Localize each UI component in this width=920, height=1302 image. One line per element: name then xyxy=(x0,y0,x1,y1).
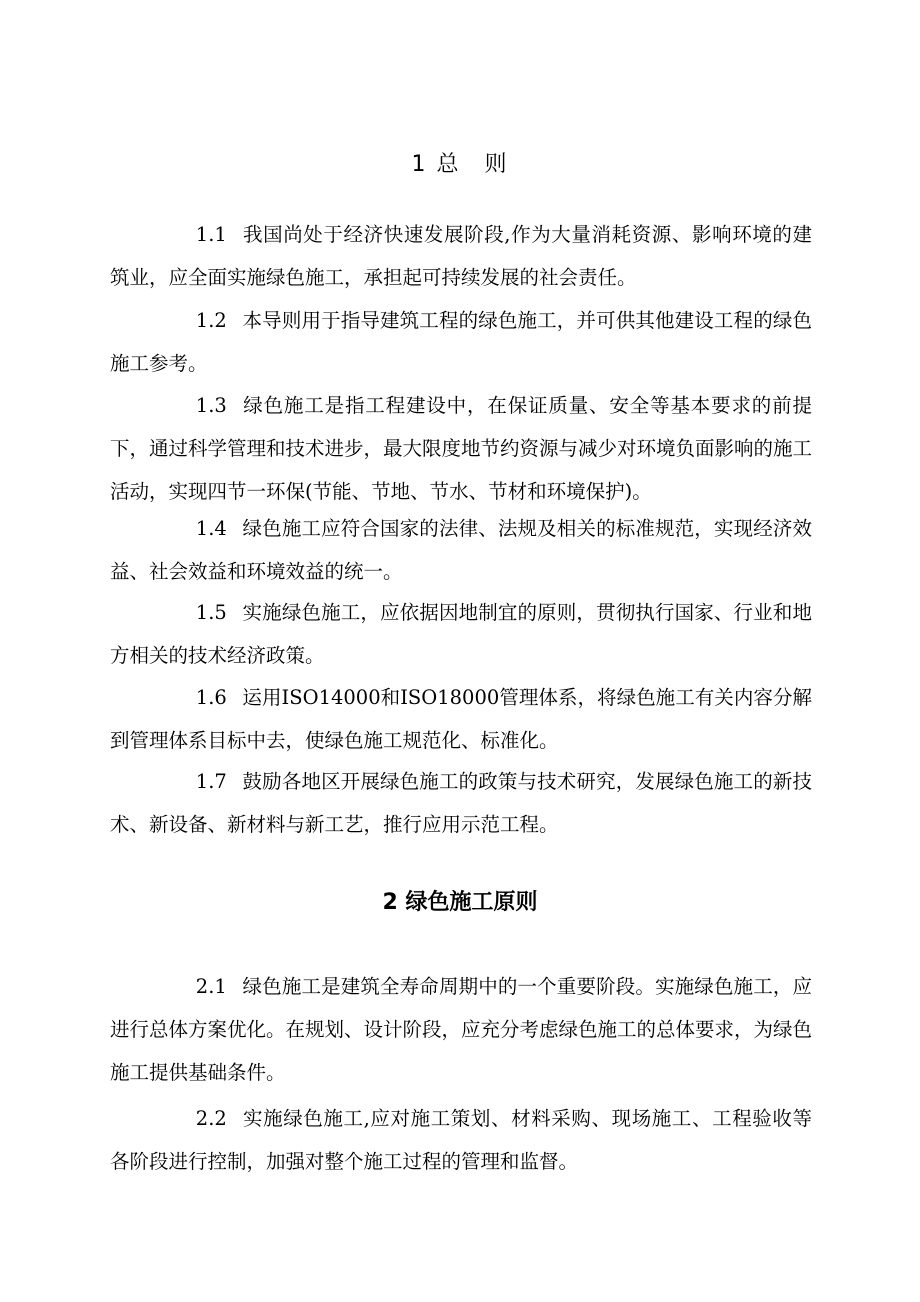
clause-number: 2.1 xyxy=(195,975,227,998)
clause-number: 1.4 xyxy=(195,517,227,540)
clause-number: 1.2 xyxy=(195,309,227,332)
clause-1-1 xyxy=(110,213,812,299)
clause-text: 本导则用于指导建筑工程的绿色施工，并可供其他建设工程的绿色施工参考。 xyxy=(110,309,812,375)
clause-number: 1.6 xyxy=(195,686,227,709)
clause-number: 1.1 xyxy=(195,223,227,246)
clause-2-1 xyxy=(110,965,812,1094)
clause-text: 实施绿色施工，应依据因地制宜的原则，贯彻执行国家、行业和地方相关的技术经济政策。 xyxy=(110,601,812,667)
clause-number: 1.3 xyxy=(195,394,227,417)
clause-number: 1.5 xyxy=(195,601,227,624)
clause-1-6 xyxy=(110,676,812,762)
clause-text: 绿色施工应符合国家的法律、法规及相关的标准规范，实现经济效益、社会效益和环境效益的统一。 xyxy=(110,517,812,583)
clause-1-4 xyxy=(110,507,812,593)
clause-text: 实施绿色施工,应对施工策划、材料采购、现场施工、工程验收等各阶段进行控制，加强对整个施工过程的管理和监督。 xyxy=(110,1107,812,1173)
clause-text: 绿色施工是指工程建设中，在保证质量、安全等基本要求的前提下，通过科学管理和技术进步，最大限度地节约资源与减少对环境负面影响的施工活动，实现四节一环保(节能、节地、节水、节材和环境保护)。 xyxy=(110,394,813,503)
clause-1-7 xyxy=(110,760,812,846)
section-1-title: 1 总 则 xyxy=(411,152,509,177)
clause-1-2 xyxy=(110,299,812,385)
clause-1-3 xyxy=(110,384,812,513)
clause-text: 鼓励各地区开展绿色施工的政策与技术研究，发展绿色施工的新技术、新设备、新材料与新工艺，推行应用示范工程。 xyxy=(110,770,812,836)
clause-text: 运用ISO14000和ISO18000管理体系，将绿色施工有关内容分解到管理体系目标中去，使绿色施工规范化、标准化。 xyxy=(110,686,812,752)
clause-number: 1.7 xyxy=(195,770,227,793)
clause-2-2 xyxy=(110,1097,812,1183)
clause-text: 绿色施工是建筑全寿命周期中的一个重要阶段。实施绿色施工，应进行总体方案优化。在规划、设计阶段，应充分考虑绿色施工的总体要求，为绿色施工提供基础条件。 xyxy=(110,975,813,1084)
clause-number: 2.2 xyxy=(195,1107,227,1130)
clause-text: 我国尚处于经济快速发展阶段,作为大量消耗资源、影响环境的建筑业，应全面实施绿色施工，承担起可持续发展的社会责任。 xyxy=(110,223,812,289)
clause-1-5 xyxy=(110,591,812,677)
section-2-title: 2 绿色施工原则 xyxy=(382,890,538,915)
